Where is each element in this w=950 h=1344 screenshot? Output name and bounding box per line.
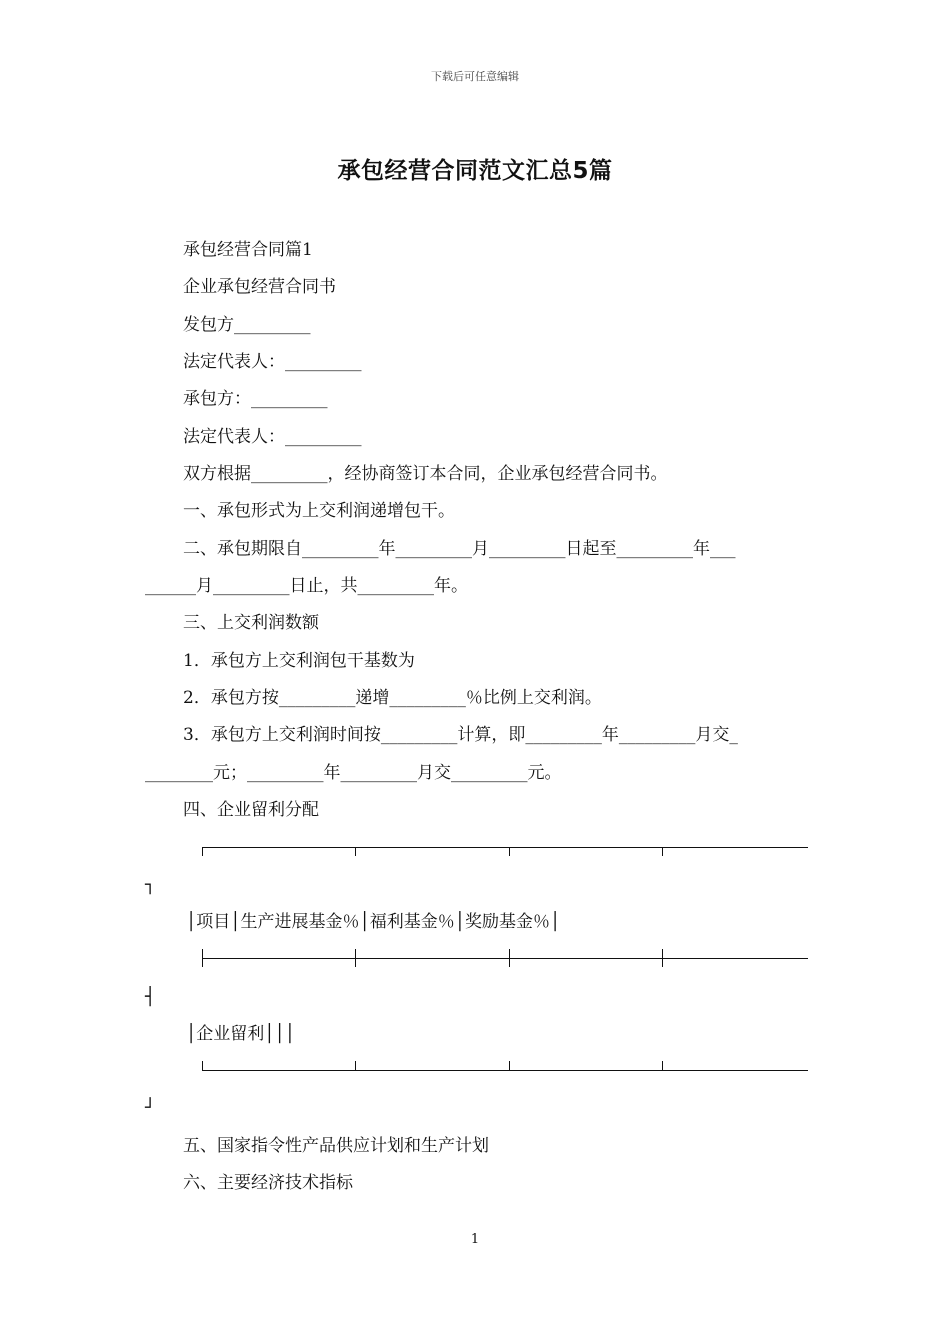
clause-item: 3．承包方上交利润时间按_________计算，即_________年_________月交_ — [183, 725, 738, 745]
document-title: 承包经营合同范文汇总5篇 — [337, 158, 613, 184]
table-corner: ┐ — [145, 875, 156, 895]
clause-continuation: ______月_________日止，共_________年。 — [145, 576, 468, 596]
clause-heading: 六、主要经济技术指标 — [183, 1173, 353, 1193]
contract-line: 法定代表人：_________ — [183, 352, 362, 372]
table-top-border — [202, 836, 808, 860]
clause-item: 2．承包方按_________递增_________％比例上交利润。 — [183, 688, 602, 708]
table-data-row: │企业留利│││ — [186, 1024, 295, 1044]
clause-item: 1．承包方上交利润包干基数为 — [183, 651, 415, 671]
header-note: 下载后可任意编辑 — [431, 70, 519, 83]
table-bottom-border — [202, 1059, 808, 1083]
clause-heading: 二、承包期限自_________年_________月_________日起至_________年___ — [183, 539, 736, 559]
table-header-row: │项目│生产进展基金％│福利基金％│奖励基金％│ — [186, 912, 561, 932]
contract-line: 发包方_________ — [183, 315, 311, 335]
clause-heading: 一、承包形式为上交利润递增包干。 — [183, 501, 455, 521]
contract-line: 承包方：_________ — [183, 389, 328, 409]
table-corner: ┤ — [145, 987, 156, 1007]
clause-heading: 五、国家指令性产品供应计划和生产计划 — [183, 1136, 489, 1156]
contract-line: 法定代表人：_________ — [183, 427, 362, 447]
section-heading: 承包经营合同篇1 — [183, 240, 313, 260]
page-number: 1 — [470, 1232, 480, 1247]
clause-heading: 三、上交利润数额 — [183, 613, 319, 633]
table-middle-border — [202, 947, 808, 971]
table-corner: ┘ — [145, 1098, 156, 1118]
clause-continuation: ________元；_________年_________月交_________元。 — [145, 763, 562, 783]
clause-heading: 四、企业留利分配 — [183, 800, 319, 820]
contract-line: 双方根据_________，经协商签订本合同，企业承包经营合同书。 — [183, 464, 668, 484]
contract-subtitle: 企业承包经营合同书 — [183, 277, 336, 297]
